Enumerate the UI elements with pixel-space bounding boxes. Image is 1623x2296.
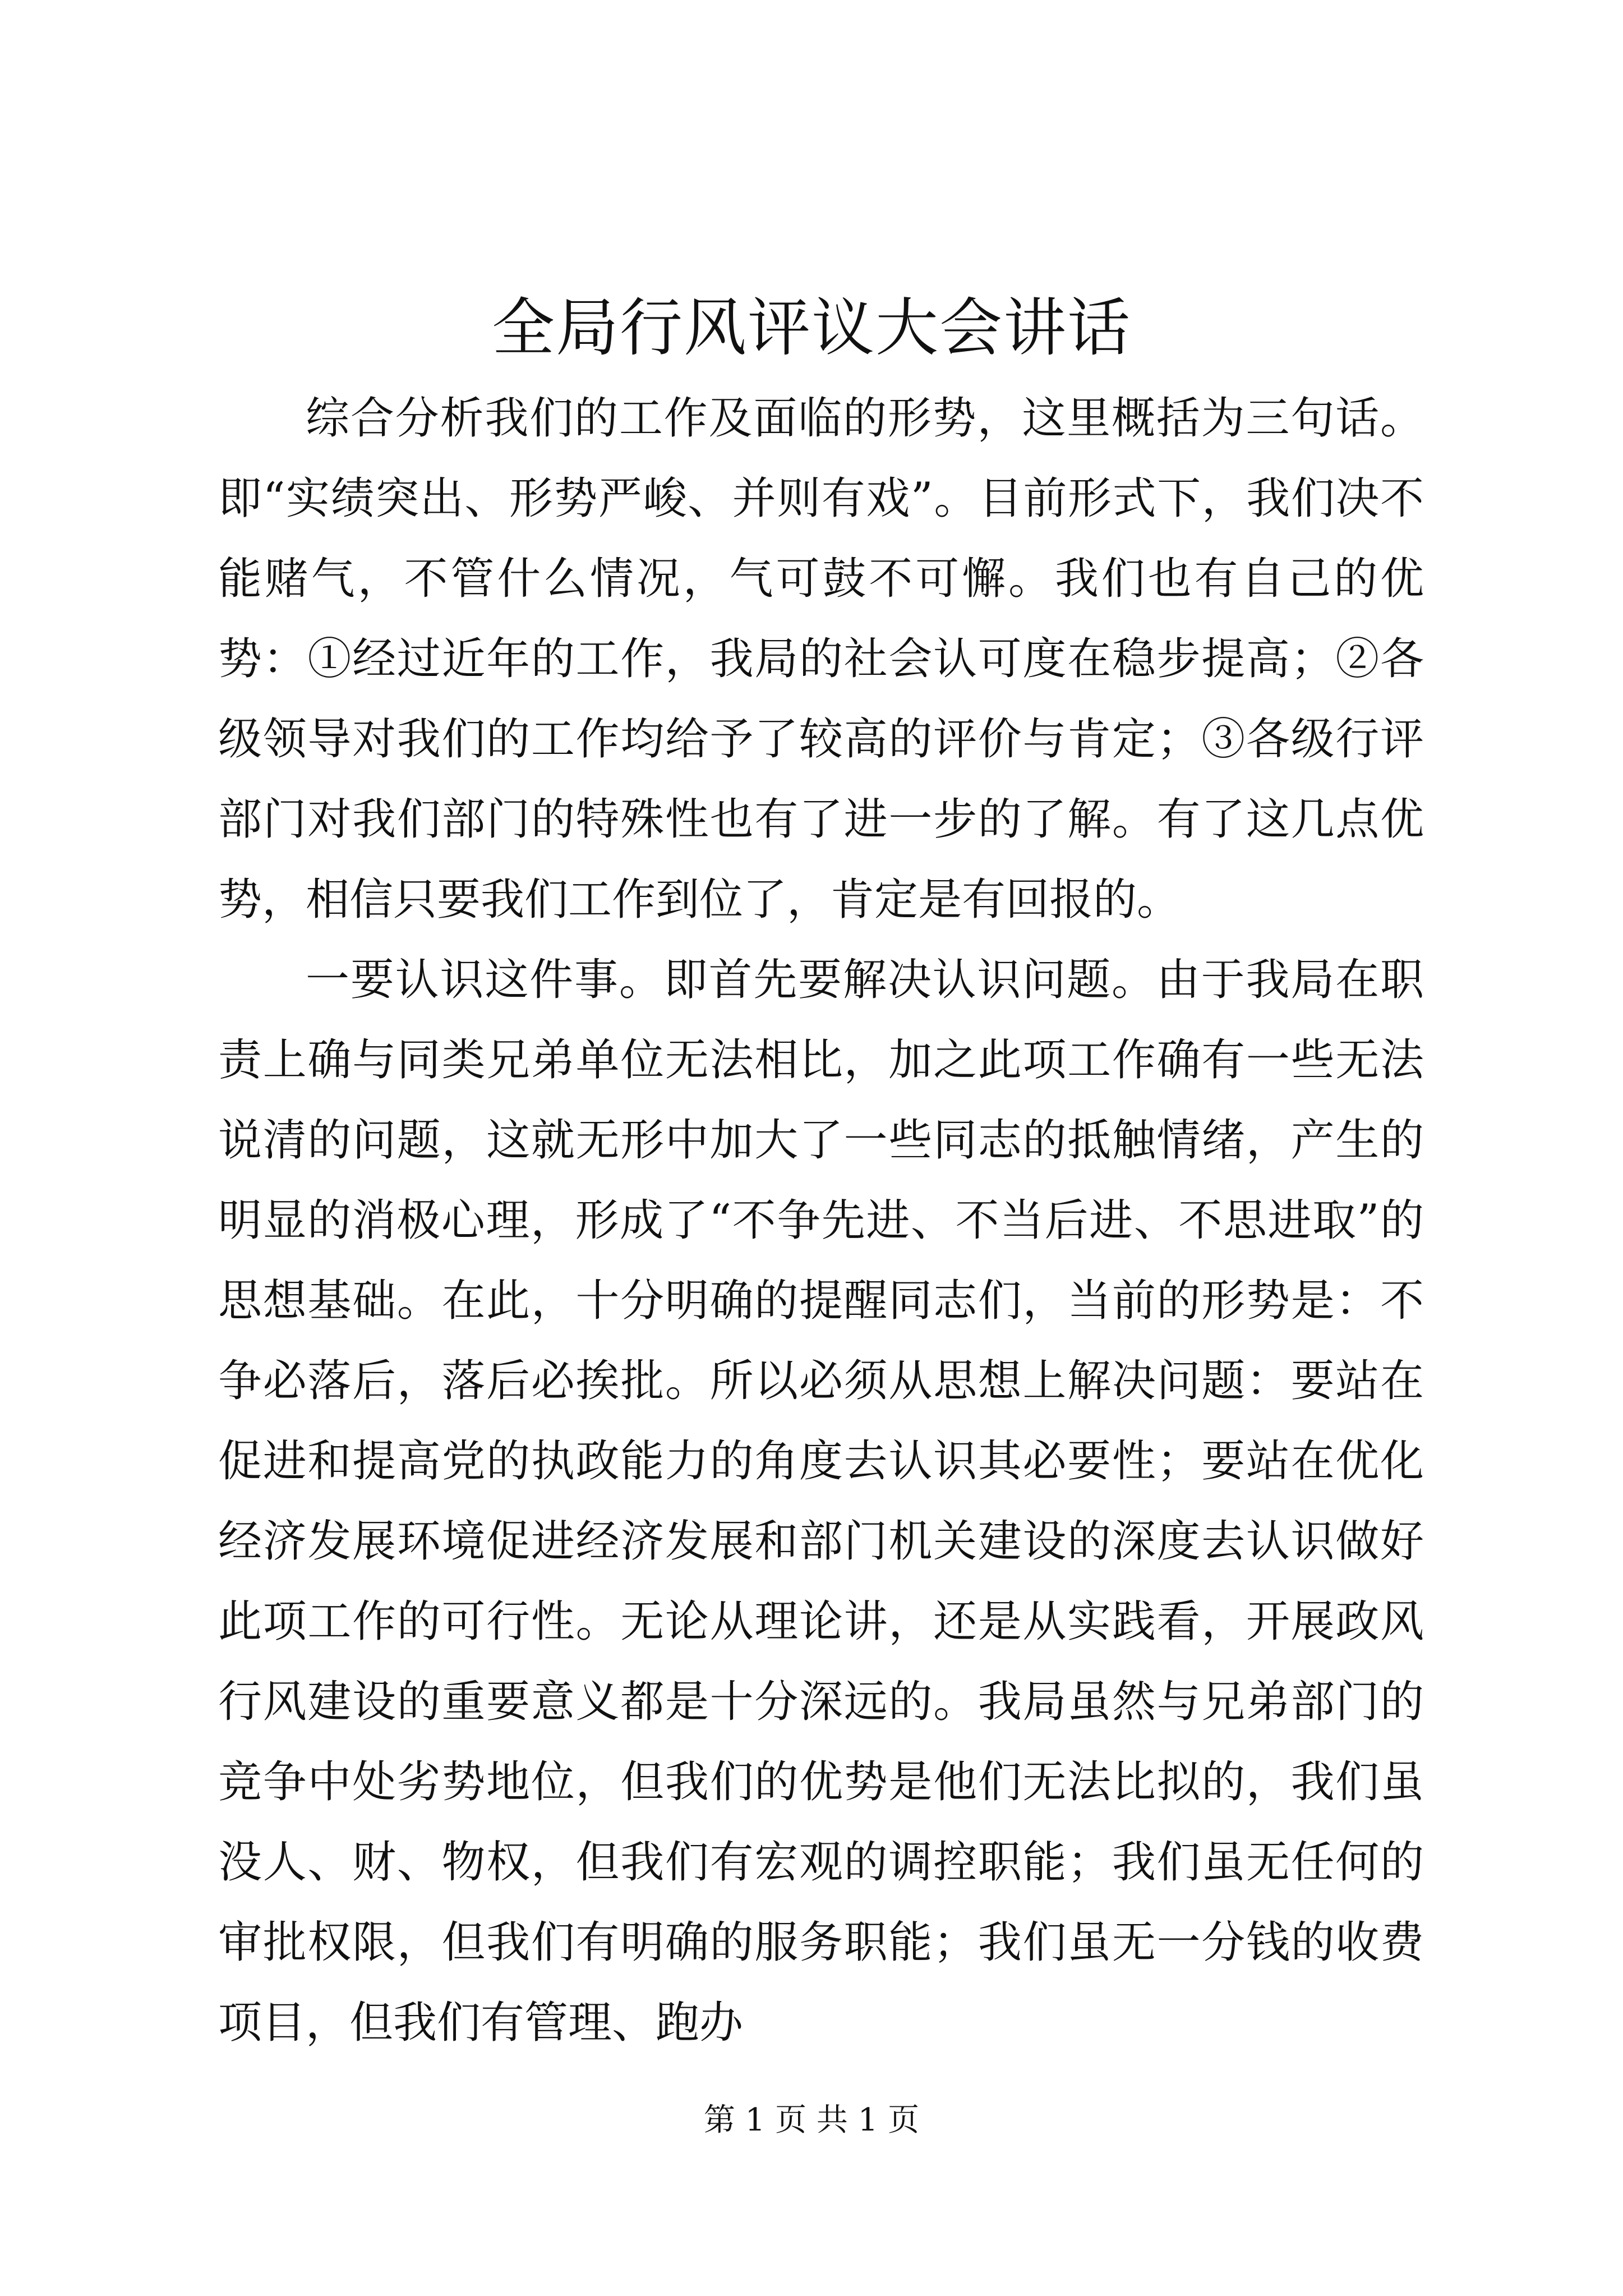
paragraph-2: 一要认识这件事。即首先要解决认识问题。由于我局在职责上确与同类兄弟单位无法相比，加之此项工作确有一些无法说清的问题，这就无形中加大了一些同志的抵触情绪，产生的明显的消极心理，形成了“不争先进、不当后进、不思进取”的思想基础。在此，十分明确的提醒同志们，当前的形势是：不争必落后，落后必挨批。所以必须从思想上解决问题：要站在促进和提高党的执政能力的角度去认识其必要性；要站在优化经济发展环境促进经济发展和部门机关建设的深度去认识做好此项工作的可行性。无论从理论讲，还是从实践看，开展政风行风建设的重要意义都是十分深远的。我局虽然与兄弟部门的竞争中处劣势地位，但我们的优势是他们无法比拟的，我们虽没人、财、物权，但我们有宏观的调控职能；我们虽无任何的审批权限，但我们有明确的服务职能；我们虽无一分钱的收费项目，但我们有管理、跑办 xyxy=(218,955,1424,2048)
paragraph-1: 综合分析我们的工作及面临的形势，这里概括为三句话。即“实绩突出、形势严峻、并则有戏”。目前形式下，我们决不能赌气，不管什么情况，气可鼓不可懈。我们也有自己的优势：①经过近年的工作，我局的社会认可度在稳步提高；②各级领导对我们的工作均给予了较高的评价与肯定；③各级行评部门对我们部门的特殊性也有了进一步的了解。有了这几点优势，相信只要我们工作到位了，肯定是有回报的。 xyxy=(218,393,1424,925)
document-title: 全局行风评议大会讲话 xyxy=(492,292,1131,365)
page-footer: 第 1 页 共 1 页 xyxy=(703,2102,920,2138)
document-body xyxy=(218,379,1424,2063)
